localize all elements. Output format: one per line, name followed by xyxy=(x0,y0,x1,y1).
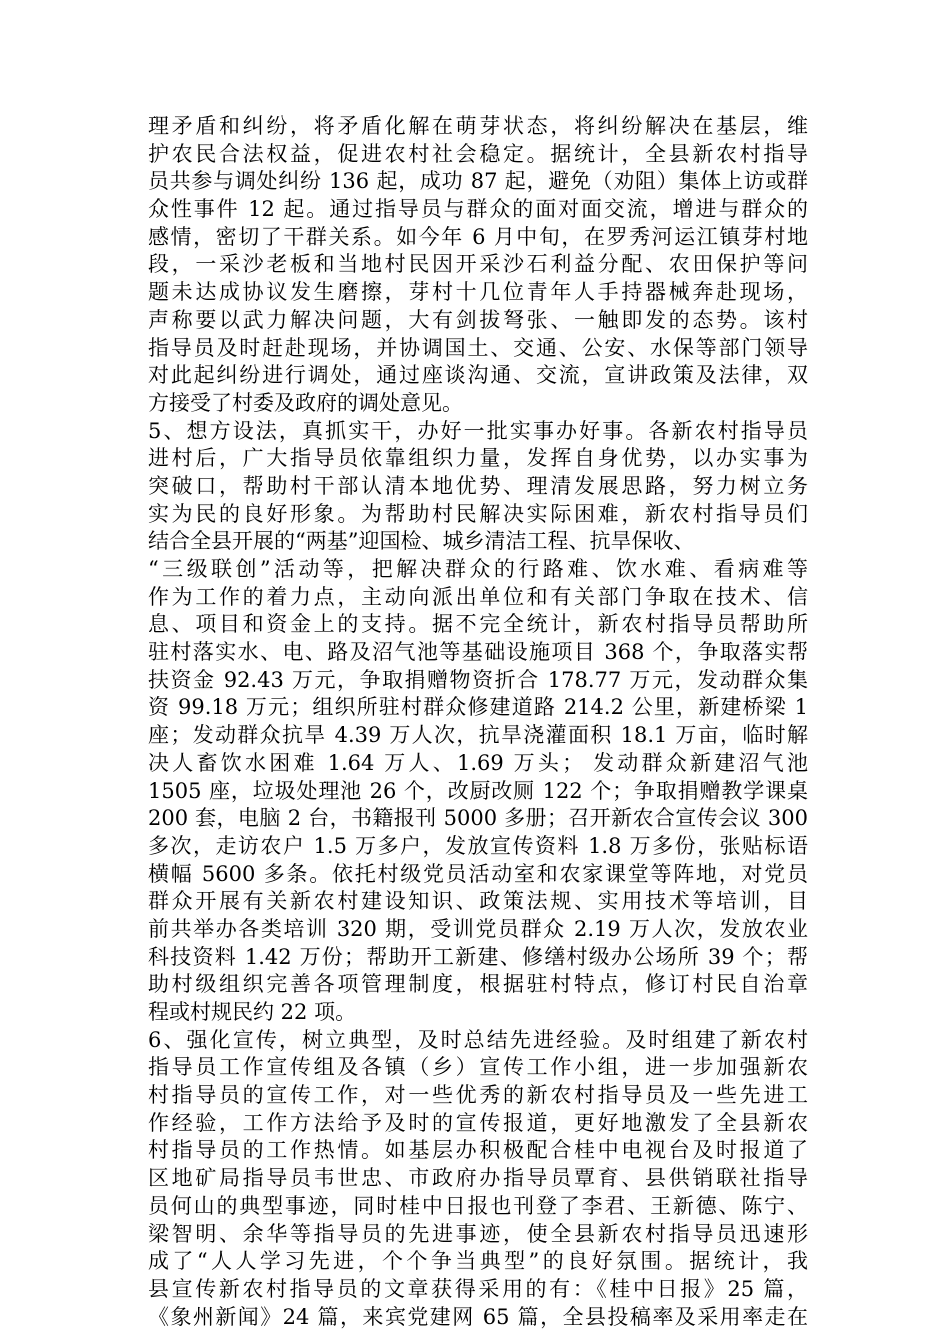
text-line: “三级联创”活动等，把解决群众的行路难、饮水难、看病难等 xyxy=(148,557,808,581)
text-line: 实为民的良好形象。为帮助村民解决实际困难，新农村指导员们 xyxy=(148,501,808,526)
text-line: 座；发动群众抗旱 4.39 万人次，抗旱浇灌面积 18.1 万亩，临时解 xyxy=(148,723,808,748)
text-line: 感情，密切了干群关系。如今年 6 月中旬，在罗秀河运江镇芽村地 xyxy=(148,224,808,249)
text-line: 扶资金 92.43 万元，争取捐赠物资折合 178.77 万元，发动群众集 xyxy=(148,667,808,692)
text-line: 资 99.18 万元；组织所驻村群众修建道路 214.2 公里，新建桥梁 1 xyxy=(148,695,808,720)
text-line: 6、强化宣传，树立典型，及时总结先进经验。及时组建了新农村 xyxy=(148,1027,808,1052)
text-line: 决人畜饮水困难 1.64 万人、1.69 万头； 发动群众新建沼气池 xyxy=(148,750,808,775)
text-line: 前共举办各类培训 320 期，受训党员群众 2.19 万人次，发放农业 xyxy=(148,916,808,941)
text-line: 村指导员的宣传工作，对一些优秀的新农村指导员及一些先进工 xyxy=(148,1083,808,1108)
text-line: 驻村落实水、电、路及沼气池等基础设施项目 368 个，争取落实帮 xyxy=(148,640,808,665)
text-line: 段，一采沙老板和当地村民因开采沙石利益分配、农田保护等问 xyxy=(148,252,808,277)
text-line: 科技资料 1.42 万份；帮助开工新建、修缮村级办公场所 39 个；帮 xyxy=(148,944,808,969)
text-line: 题未达成协议发生磨擦，芽村十几位青年人手持器械奔赴现场， xyxy=(148,280,808,305)
text-line: 成了“人人学习先进，个个争当典型”的良好氛围。据统计，我 xyxy=(148,1249,808,1274)
text-line: 方接受了村委及政府的调处意见。 xyxy=(148,390,463,415)
text-line: 员共参与调处纠纷 136 起，成功 87 起，避免（劝阻）集体上访或群 xyxy=(148,169,808,194)
text-line: 1505 座，垃圾处理池 26 个，改厨改厕 122 个；争取捐赠教学课桌 xyxy=(148,778,808,803)
text-line: 指导员工作宣传组及各镇（乡）宣传工作小组，进一步加强新农 xyxy=(148,1055,808,1080)
text-line: 助村级组织完善各项管理制度，根据驻村特点，修订村民自治章 xyxy=(148,972,808,997)
text-line: 对此起纠纷进行调处，通过座谈沟通、交流，宣讲政策及法律，双 xyxy=(148,363,808,388)
text-line: 员何山的典型事迹，同时桂中日报也刊登了李君、王新德、陈宁、 xyxy=(148,1193,808,1218)
text-line: 村指导员的工作热情。如基层办积极配合桂中电视台及时报道了 xyxy=(148,1138,808,1163)
text-line: 200 套，电脑 2 台，书籍报刊 5000 多册；召开新农合宣传会议 300 xyxy=(148,806,808,831)
text-line: 突破口，帮助村干部认清本地优势、理清发展思路，努力树立务 xyxy=(148,473,808,498)
text-line: 结合全县开展的“两基”迎国检、城乡清洁工程、抗旱保收、 xyxy=(148,529,695,554)
text-line: 《象州新闻》24 篇，来宾党建网 65 篇，全县投稿率及采用率走在 xyxy=(148,1304,808,1329)
text-line: 指导员及时赶赴现场，并协调国土、交通、公安、水保等部门领导 xyxy=(148,335,808,360)
text-line: 程或村规民约 22 项。 xyxy=(148,1000,357,1024)
text-line: 作为工作的着力点，主动向派出单位和有关部门争取在技术、信 xyxy=(148,584,808,609)
text-line: 护农民合法权益，促进农村社会稳定。据统计，全县新农村指导 xyxy=(148,141,808,166)
text-line: 横幅 5600 多条。依托村级党员活动室和农家课堂等阵地，对党员 xyxy=(148,861,808,886)
text-line: 群众开展有关新农村建设知识、政策法规、实用技术等培训，目 xyxy=(148,889,808,914)
text-line: 5、想方设法，真抓实干，办好一批实事办好事。各新农村指导员 xyxy=(148,418,808,443)
text-line: 众性事件 12 起。通过指导员与群众的面对面交流，增进与群众的 xyxy=(148,197,808,222)
text-line: 进村后，广大指导员依靠组织力量，发挥自身优势，以办实事为 xyxy=(148,446,808,471)
text-line: 理矛盾和纠纷，将矛盾化解在萌芽状态，将纠纷解决在基层，维 xyxy=(148,114,808,138)
text-line: 县宣传新农村指导员的文章获得采用的有：《桂中日报》25 篇， xyxy=(148,1276,808,1301)
text-line: 声称要以武力解决问题，大有剑拔弩张、一触即发的态势。该村 xyxy=(148,307,808,332)
text-line: 作经验，工作方法给予及时的宣传报道，更好地激发了全县新农 xyxy=(148,1110,808,1135)
text-line: 梁智明、余华等指导员的先进事迹，使全县新农村指导员迅速形 xyxy=(148,1221,808,1246)
document-body xyxy=(148,113,808,1331)
text-line: 区地矿局指导员韦世忠、市政府办指导员覃育、县供销联社指导 xyxy=(148,1166,808,1191)
text-line: 多次，走访农户 1.5 万多户，发放宣传资料 1.8 万多份，张贴标语 xyxy=(148,833,808,858)
text-line: 息、项目和资金上的支持。据不完全统计，新农村指导员帮助所 xyxy=(148,612,808,637)
